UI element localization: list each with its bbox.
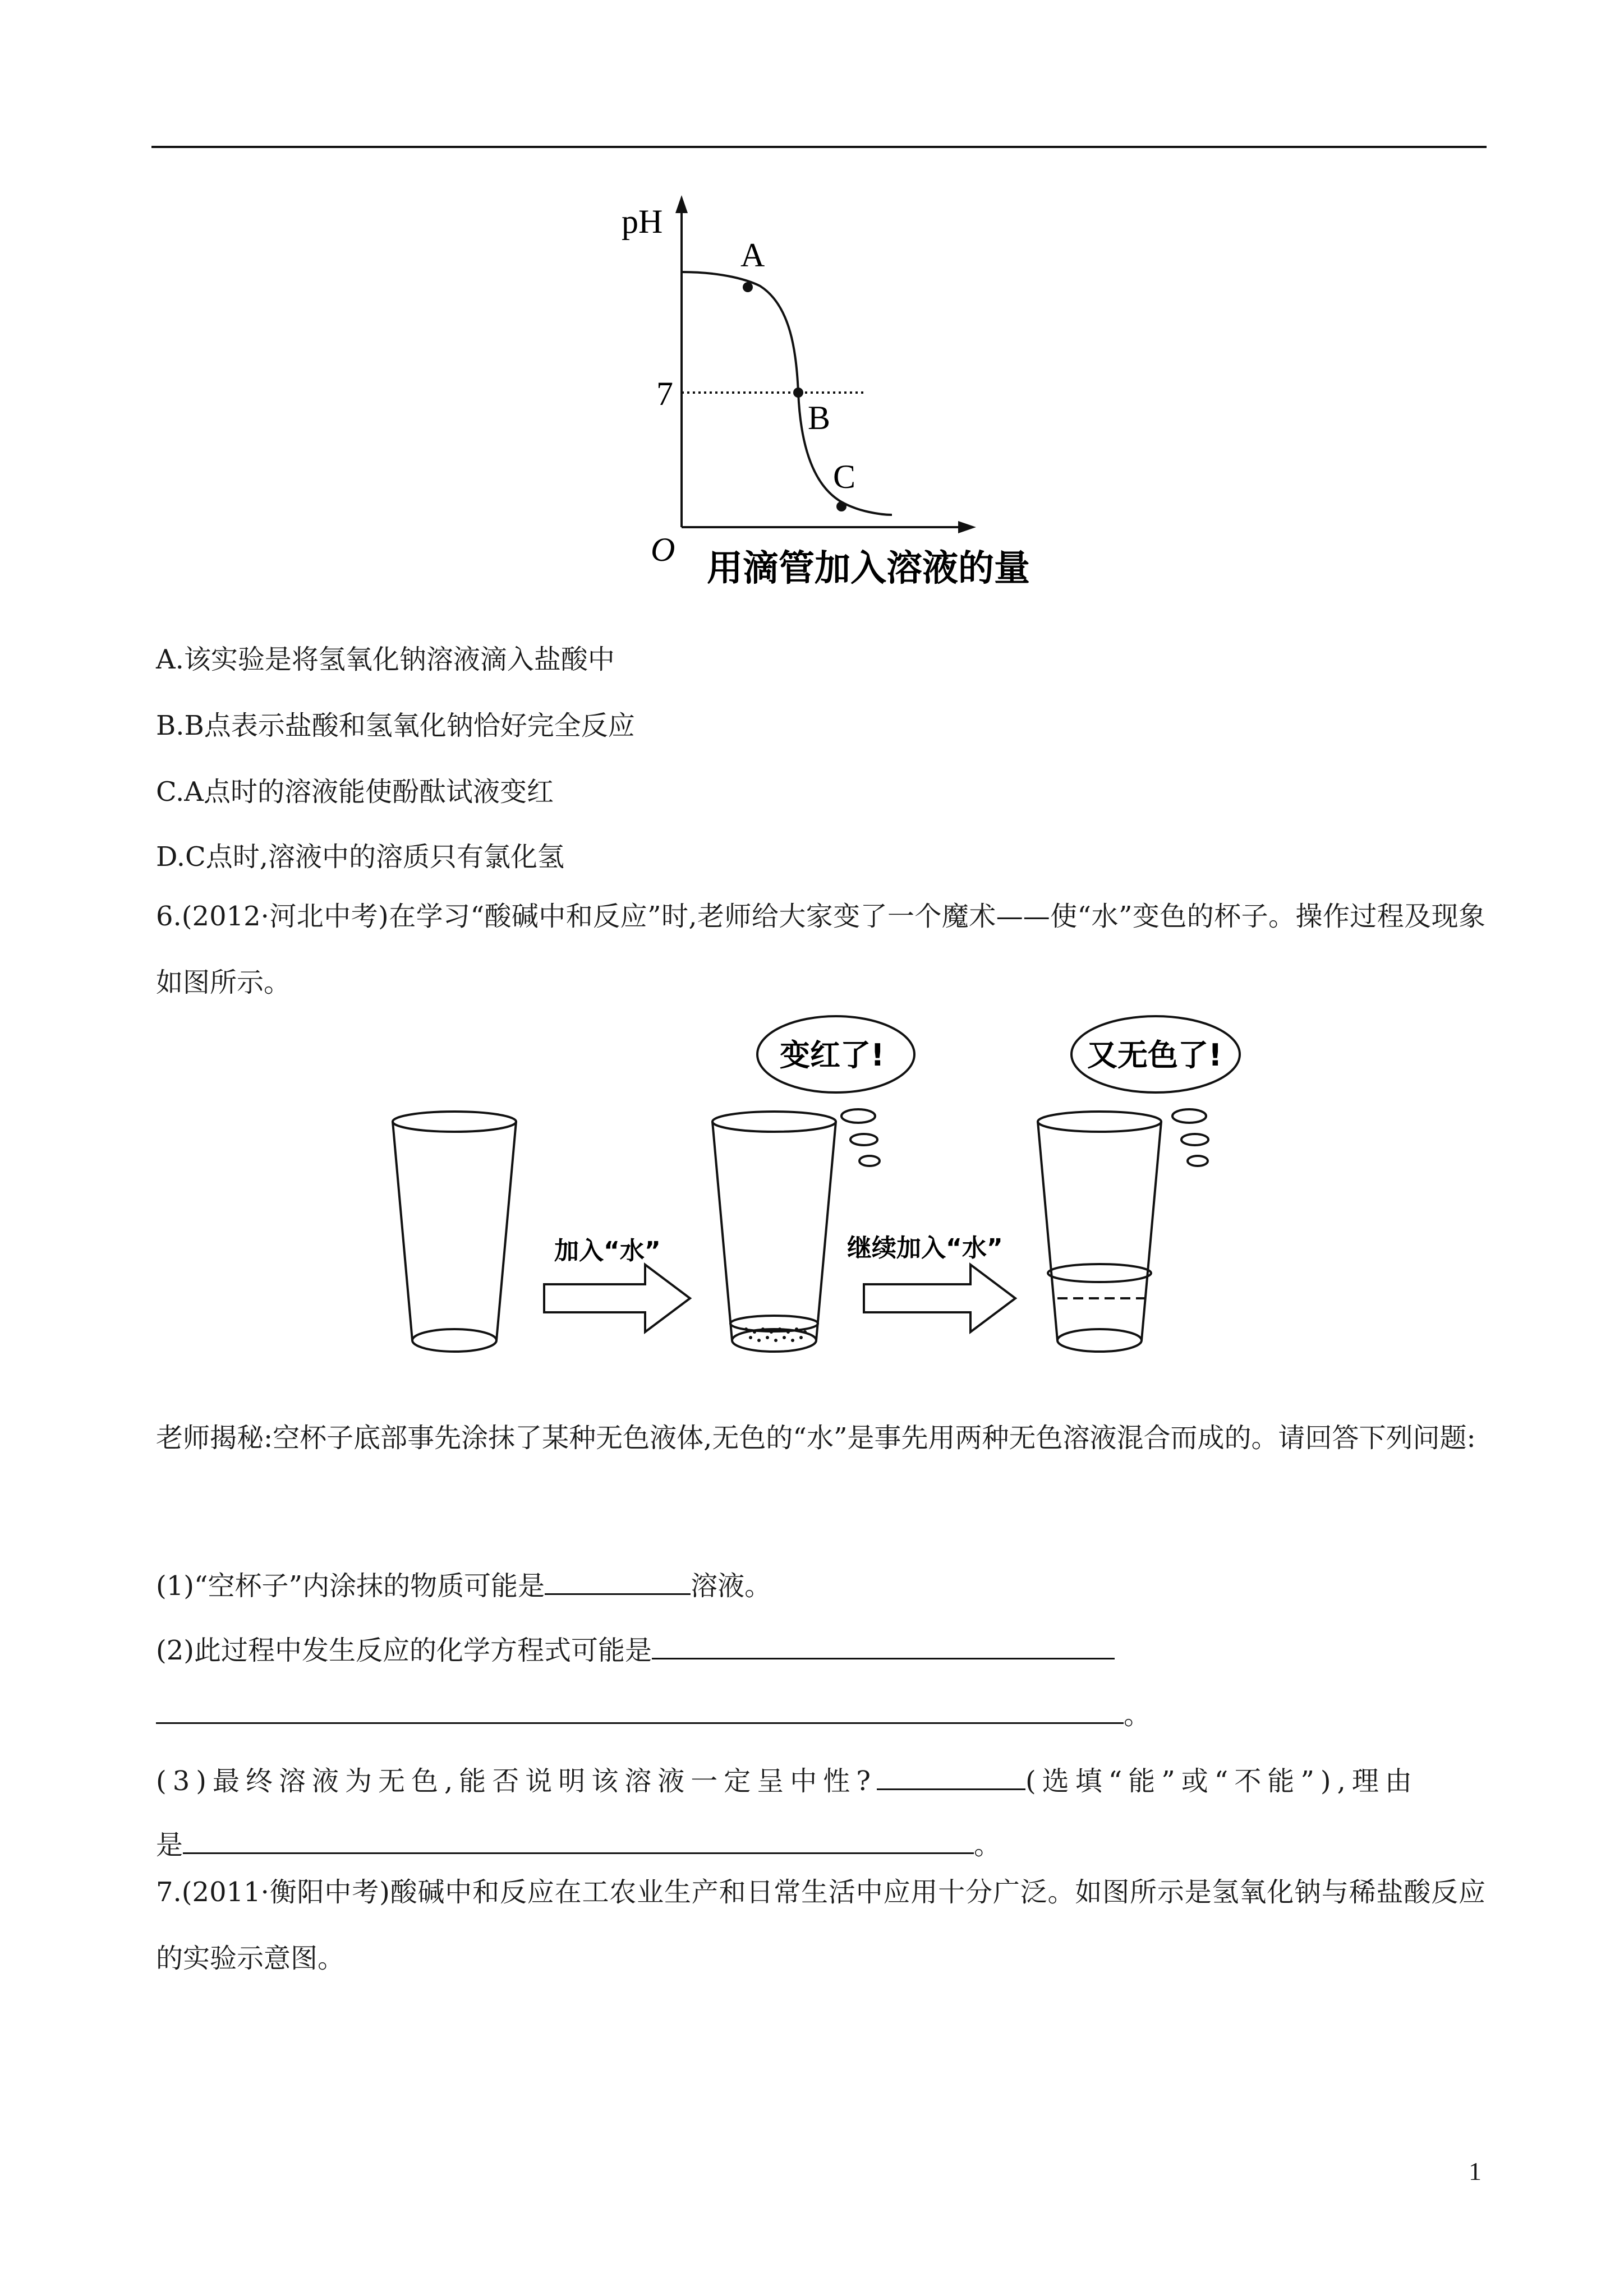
- answer-blank-3b[interactable]: [183, 1827, 974, 1854]
- y-axis-arrow: [675, 195, 688, 213]
- q7-stem: 7.(2011·衡阳中考)酸碱中和反应在工农业生产和日常生活中应用十分广泛。如图所示是氢氧化钠与稀盐酸反应的实验示意图。: [156, 1877, 1485, 1974]
- option-c: C.A点时的溶液能使酚酞试液变红: [156, 776, 554, 808]
- q6-reveal: 老师揭秘:空杯子底部事先涂抹了某种无色液体,无色的“水”是事先用两种无色溶液混合而成的。请回答下列问题:: [156, 1422, 1476, 1454]
- bubble-2-text: 又无色了!: [1087, 1038, 1222, 1073]
- q6-stem: 6.(2012·河北中考)在学习“酸碱中和反应”时,老师给大家变了一个魔术——使“水”变色的杯子。操作过程及现象如图所示。: [156, 901, 1485, 998]
- q6-part3: [156, 1763, 1418, 1795]
- q6-part3-c: 是: [156, 1829, 183, 1861]
- arrow-1-label: 加入“水”: [554, 1237, 661, 1265]
- q6-part3-a: (3)最终溶液为无色,能否说明该溶液一定呈中性?: [156, 1765, 877, 1797]
- bubble-1-text: 变红了!: [780, 1038, 885, 1073]
- page-number: 1: [1469, 2157, 1482, 2186]
- colorless-cup: [1038, 1112, 1161, 1352]
- arrow-1: [544, 1265, 690, 1332]
- empty-cup: [393, 1112, 516, 1352]
- q6-part2-text: (2)此过程中发生反应的化学方程式可能是: [156, 1635, 652, 1666]
- q6-part2: [156, 1632, 1115, 1664]
- option-a: A.该实验是将氢氧化钠溶液滴入盐酸中: [156, 644, 615, 675]
- answer-blank-3a[interactable]: [877, 1763, 1025, 1790]
- q6-part3-b: (选填“能”或“不能”),理由: [1025, 1765, 1418, 1797]
- q6-part2-end: 。: [1124, 1699, 1151, 1731]
- point-c-dot: [836, 501, 846, 511]
- origin-label: O: [651, 531, 675, 568]
- ph-graph: [606, 191, 1055, 594]
- point-a-label: A: [740, 237, 765, 274]
- ph-curve: [682, 272, 892, 515]
- q6-part3-end: 。: [974, 1829, 1001, 1861]
- tick-7: 7: [656, 375, 673, 412]
- answer-blank-1[interactable]: [545, 1567, 691, 1595]
- q6-part1-pre: (1)“空杯子”内涂抹的物质可能是: [156, 1570, 545, 1602]
- q6-part3-line2: [156, 1827, 1001, 1859]
- point-b-dot: [793, 388, 803, 398]
- q6-part2-line2: [156, 1696, 1151, 1731]
- answer-blank-2b[interactable]: [156, 1696, 1124, 1724]
- arrow-2: [864, 1265, 1015, 1332]
- answer-blank-2a[interactable]: [652, 1632, 1115, 1659]
- header-rule: [151, 146, 1487, 148]
- point-a-dot: [743, 282, 753, 292]
- option-d: D.C点时,溶液中的溶质只有氯化氢: [156, 841, 565, 873]
- x-axis-label: 用滴管加入溶液的量: [707, 548, 1030, 589]
- x-axis-arrow: [958, 521, 976, 533]
- point-b-label: B: [808, 399, 831, 436]
- y-axis-label: pH: [622, 203, 663, 240]
- point-c-label: C: [833, 458, 856, 495]
- axes: [682, 208, 970, 527]
- q6-part1: [156, 1567, 772, 1602]
- red-cup: [712, 1112, 836, 1352]
- arrow-2-label: 继续加入“水”: [847, 1234, 1003, 1262]
- q6-part1-post: 溶液。: [691, 1570, 772, 1602]
- magic-cup-figure: [376, 1009, 1285, 1380]
- option-b: B.B点表示盐酸和氢氧化钠恰好完全反应: [156, 710, 635, 741]
